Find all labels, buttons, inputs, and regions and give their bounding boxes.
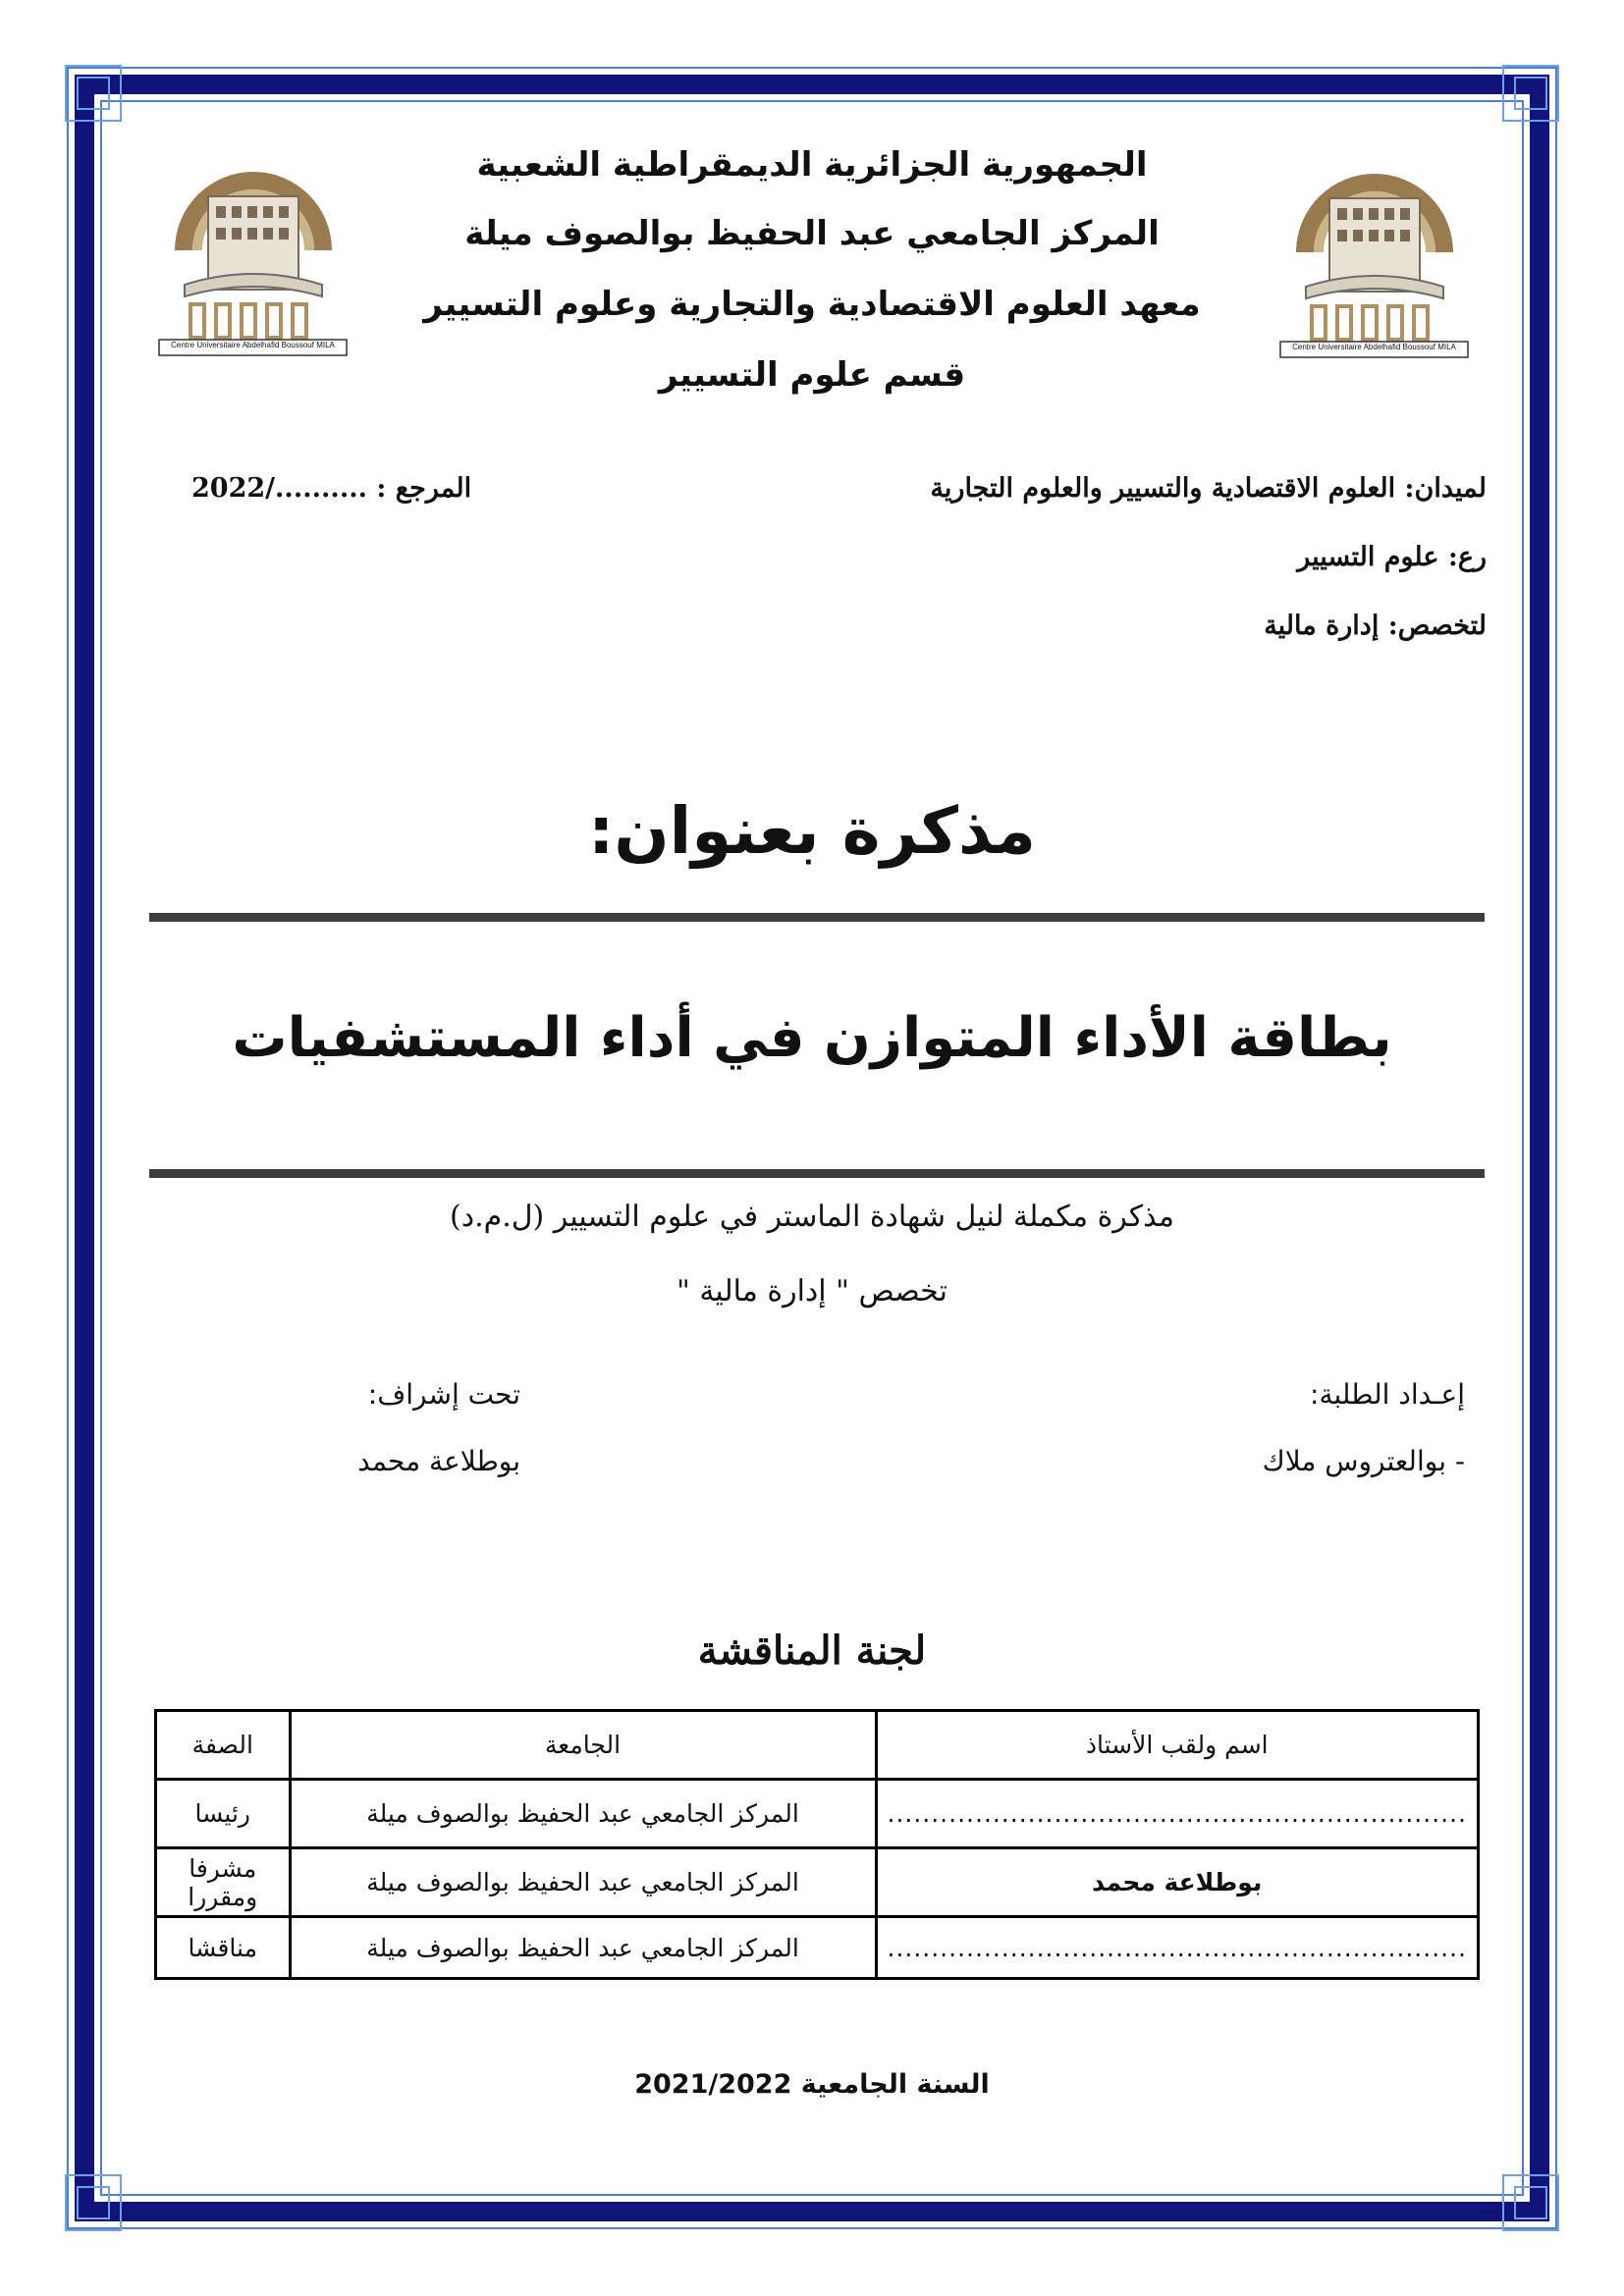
students-label: إعـداد الطلبة: <box>1310 1378 1465 1411</box>
jury-title: لجنة المناقشة <box>697 1628 927 1674</box>
thesis-title: بطاقة الأداء المتوازن في أداء المستشفيات <box>232 1006 1392 1070</box>
member-name: .................................................................. <box>876 1780 1479 1848</box>
member-role: رئيسا <box>156 1780 291 1848</box>
header-department: قسم علوم التسيير <box>658 355 966 395</box>
student-name: - بوالعتروس ملاك <box>1262 1445 1465 1477</box>
border-corner-ornament <box>1502 65 1559 122</box>
supervisor-label: تحت إشراف: <box>367 1378 520 1411</box>
title-label: مذكرة بعنوان: <box>587 793 1037 869</box>
member-name: .................................................................. <box>876 1917 1479 1979</box>
table-row <box>156 1848 1479 1917</box>
university-logo-right <box>1278 159 1470 360</box>
member-name: بوطلاعة محمد <box>876 1848 1479 1917</box>
column-header-university: الجامعة <box>290 1711 876 1780</box>
jury-table <box>154 1709 1480 1980</box>
member-university: المركز الجامعي عبد الحفيظ بوالصوف ميلة <box>290 1848 876 1917</box>
divider-bottom <box>149 1169 1485 1178</box>
column-header-role: الصفة <box>156 1711 291 1780</box>
column-header-name: اسم ولقب الأستاذ <box>876 1711 1479 1780</box>
border-corner-ornament <box>65 65 122 122</box>
table-header-row <box>156 1711 1479 1780</box>
specialty-line: تخصص " إدارة مالية " <box>677 1274 947 1308</box>
header-republic: الجمهورية الجزائرية الديمقراطية الشعبية <box>476 145 1148 185</box>
member-university: المركز الجامعي عبد الحفيظ بوالصوف ميلة <box>290 1780 876 1848</box>
logo-caption: Centre Universitaire Abdelhafid Boussouf MILA <box>171 341 335 349</box>
divider-top <box>149 913 1485 922</box>
border-corner-ornament <box>65 2174 122 2231</box>
header-university: المركز الجامعي عبد الحفيظ بوالصوف ميلة <box>464 214 1160 253</box>
meta-specialty: لتخصص: إدارة مالية <box>1264 611 1487 641</box>
degree-line: مذكرة مكملة لنيل شهادة الماستر في علوم التسيير (ل.م.د) <box>450 1200 1174 1234</box>
meta-field: لميدان: العلوم الاقتصادية والتسيير والعلوم التجارية <box>930 473 1487 504</box>
academic-year: السنة الجامعية 2021/2022 <box>634 2069 990 2100</box>
meta-branch: رع: علوم التسيير <box>1297 542 1487 572</box>
supervisor-name: بوطلاعة محمد <box>357 1445 520 1477</box>
header-institute: معهد العلوم الاقتصادية والتجارية وعلوم التسيير <box>423 285 1201 324</box>
university-logo-left <box>157 157 349 358</box>
member-role: مناقشا <box>156 1917 291 1979</box>
table-row <box>156 1780 1479 1848</box>
logo-caption: Centre Universitaire Abdelhafid Boussouf MILA <box>1292 343 1456 351</box>
member-role: مشرفا ومقررا <box>156 1848 291 1917</box>
member-university: المركز الجامعي عبد الحفيظ بوالصوف ميلة <box>290 1917 876 1979</box>
table-row <box>156 1917 1479 1979</box>
border-corner-ornament <box>1502 2174 1559 2231</box>
meta-reference: المرجع : ........../2022 <box>191 473 472 504</box>
